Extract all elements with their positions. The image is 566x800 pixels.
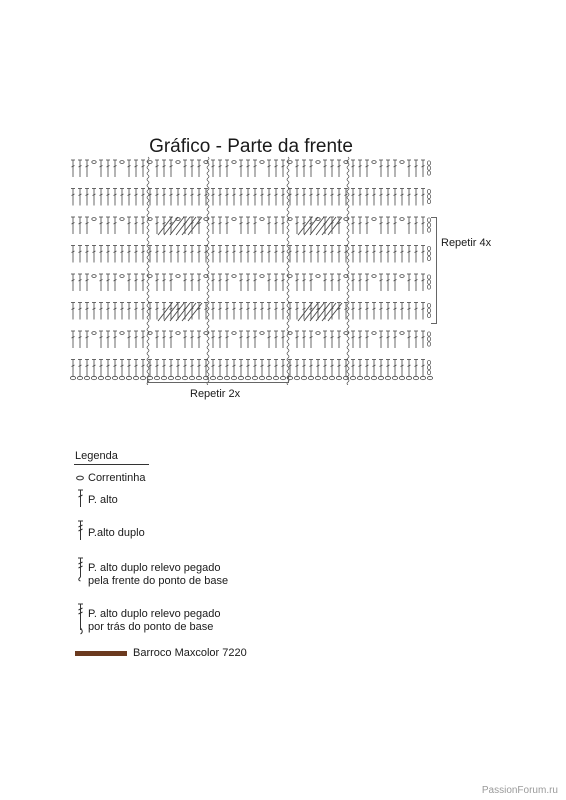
chart-cable-cross [158,217,172,235]
chart-post-stitch [207,325,209,331]
chart-post-stitch [147,367,149,373]
chart-post-stitch [207,283,209,289]
chart-post-stitch [147,277,149,283]
chart-post-stitch [147,211,149,217]
repeat-cols-label: Repetir 2x [190,388,241,400]
chart-chain-stitch [372,275,376,278]
yarn-label: Barroco Maxcolor 7220 [133,647,247,659]
chart-foundation-chain [98,376,103,379]
chart-post-stitch [347,313,349,319]
chart-post-stitch [147,301,149,307]
chart-post-stitch [147,175,149,181]
chart-chain-stitch [400,161,404,164]
chart-post-stitch [207,205,209,211]
chart-foundation-chain [413,376,418,379]
chart-chain-stitch [232,218,236,221]
watermark: PassionForum.ru [481,785,558,796]
chart-post-stitch [287,193,289,199]
chart-chain-stitch [260,332,264,335]
chart-chain-stitch [316,161,320,164]
chart-chain-stitch [176,161,180,164]
chart-post-stitch [147,163,149,169]
chart-post-stitch [347,301,349,307]
chart-post-stitch [347,187,349,193]
chart-chain-stitch [232,275,236,278]
chart-chain-stitch [120,218,124,221]
chart-post-stitch [347,283,349,289]
chart-foundation-chain [385,376,390,379]
chart-post-stitch [207,343,209,349]
chart-post-stitch [287,223,289,229]
legend-label-chain: Correntinha [88,472,146,484]
chart-post-stitch [207,259,209,265]
chart-cable-cross [310,217,324,235]
chart-post-stitch [287,259,289,265]
chart-post-stitch [147,295,149,301]
chart-post-stitch [207,313,209,319]
chart-chain-stitch [120,332,124,335]
chain-stitch-icon [75,472,87,484]
chart-post-stitch [347,199,349,205]
chart-foundation-chain [399,376,404,379]
chart-post-stitch [207,319,209,325]
chart-turning-chain [427,360,430,364]
chart-foundation-chain [77,376,82,379]
legend-heading: Legenda [75,450,118,462]
chart-post-stitch [147,241,149,247]
chart-post-stitch [147,325,149,331]
chart-post-stitch [287,235,289,241]
repeat-rows-bracket [431,217,437,324]
chart-post-stitch [347,295,349,301]
chart-post-stitch [207,247,209,253]
treble-crochet-icon [75,488,87,508]
chart-post-stitch [347,337,349,343]
chart-foundation-chain [357,376,362,379]
chart-foundation-chain [112,376,117,379]
chart-post-stitch [287,241,289,247]
legend-label-front-post-2: pela frente do ponto de base [88,575,229,587]
chart-post-stitch [287,211,289,217]
chart-post-stitch [147,319,149,325]
chart-post-stitch [287,283,289,289]
chart-cable-cross [310,303,324,321]
chart-chain-stitch [92,332,96,335]
chart-cable-cross [170,217,184,235]
chart-post-stitch [347,259,349,265]
chart-post-stitch [207,211,209,217]
chart-post-stitch [207,301,209,307]
chart-post-stitch [207,355,209,361]
repeat-cols-bracket [147,377,289,383]
legend-label-front-post-1: P. alto duplo relevo pegado [88,562,221,574]
chart-post-stitch [207,175,209,181]
chart-post-stitch [347,181,349,187]
chart-chain-stitch [316,332,320,335]
chart-post-stitch [207,295,209,301]
chart-foundation-chain [343,376,348,379]
chart-post-stitch [347,235,349,241]
chart-chain-stitch [120,275,124,278]
chart-turning-chain [427,194,430,198]
back-post-double-treble-icon [75,602,87,636]
chart-post-stitch [287,307,289,313]
chart-post-stitch [287,163,289,169]
chart-foundation-chain [350,376,355,379]
chart-post-stitch [207,337,209,343]
chart-post-stitch [287,205,289,211]
chart-post-stitch [207,289,209,295]
chart-post-stitch [147,265,149,271]
chart-post-stitch [207,169,209,175]
chart-post-stitch [147,169,149,175]
chart-foundation-chain [126,376,131,379]
chart-chain-stitch [372,218,376,221]
chart-post-stitch [287,181,289,187]
chart-post-stitch [207,361,209,367]
chart-post-stitch [287,313,289,319]
chart-chain-stitch [120,161,124,164]
chart-turning-chain [427,171,430,175]
chart-foundation-chain [329,376,334,379]
chart-foundation-chain [378,376,383,379]
chart-cable-cross [322,217,336,235]
chart-post-stitch [347,205,349,211]
chart-foundation-chain [406,376,411,379]
chart-post-stitch [207,349,209,355]
chart-foundation-chain [371,376,376,379]
chart-post-stitch [347,223,349,229]
chart-post-stitch [347,367,349,373]
chart-cable-cross [298,217,312,235]
chart-post-stitch [207,199,209,205]
chart-post-stitch [147,205,149,211]
chart-post-stitch [287,337,289,343]
chart-post-stitch [287,265,289,271]
chart-chain-stitch [400,332,404,335]
chart-turning-chain [427,342,430,346]
repeat-rows-label: Repetir 4x [441,237,492,249]
chart-foundation-chain [140,376,145,379]
chart-post-stitch [347,253,349,259]
chart-chain-stitch [372,161,376,164]
chart-chain-stitch [400,218,404,221]
stitch-chart [66,155,438,385]
chart-post-stitch [207,187,209,193]
legend-underline [74,464,149,465]
chart-post-stitch [287,169,289,175]
chart-post-stitch [147,313,149,319]
chart-post-stitch [207,181,209,187]
chart-post-stitch [287,355,289,361]
chart-post-stitch [147,337,149,343]
legend-item-yarn [133,647,247,660]
chart-post-stitch [287,277,289,283]
chart-post-stitch [207,253,209,259]
chart-post-stitch [347,241,349,247]
chart-post-stitch [147,355,149,361]
chart-cable-cross [328,303,342,321]
chart-post-stitch [347,163,349,169]
chart-post-stitch [287,175,289,181]
chart-chain-stitch [260,161,264,164]
chart-post-stitch [207,265,209,271]
chart-turning-chain [427,189,430,193]
chart-post-stitch [287,253,289,259]
chart-turning-chain [427,332,430,336]
chart-chain-stitch [260,218,264,221]
chart-post-stitch [347,277,349,283]
chart-cable-cross [316,217,330,235]
chart-post-stitch [147,253,149,259]
chart-foundation-chain [322,376,327,379]
chart-cable-cross [298,303,312,321]
yarn-color-swatch [75,651,127,656]
chart-foundation-chain [105,376,110,379]
chart-foundation-chain [364,376,369,379]
chart-post-stitch [287,343,289,349]
chart-cable-cross [188,303,202,321]
chart-post-stitch [347,211,349,217]
chart-post-stitch [207,223,209,229]
chart-chain-stitch [176,275,180,278]
chart-turning-chain [427,370,430,374]
chart-cable-cross [328,217,342,235]
chart-cable-cross [158,303,172,321]
chart-chain-stitch [92,161,96,164]
chart-chain-stitch [316,275,320,278]
chart-post-stitch [347,175,349,181]
chart-turning-chain [427,166,430,170]
chart-chain-stitch [92,218,96,221]
chart-post-stitch [147,187,149,193]
chart-post-stitch [207,241,209,247]
legend-label-treble: P. alto [88,494,118,506]
chart-post-stitch [347,169,349,175]
chart-post-stitch [147,181,149,187]
chart-cable-cross [176,217,190,235]
chart-post-stitch [287,229,289,235]
chart-post-stitch [347,325,349,331]
chart-foundation-chain [308,376,313,379]
chart-foundation-chain [315,376,320,379]
chart-turning-chain [427,199,430,203]
chart-foundation-chain [84,376,89,379]
front-post-double-treble-icon [75,556,87,582]
chart-foundation-chain [336,376,341,379]
chart-post-stitch [347,229,349,235]
chart-post-stitch [147,259,149,265]
chart-foundation-chain [133,376,138,379]
chart-post-stitch [287,367,289,373]
double-treble-icon [75,519,87,541]
chart-post-stitch [347,343,349,349]
chart-post-stitch [207,367,209,373]
chart-post-stitch [347,247,349,253]
chart-post-stitch [347,319,349,325]
chart-post-stitch [207,235,209,241]
chart-cable-cross [170,303,184,321]
chart-post-stitch [287,289,289,295]
chart-cable-cross [182,217,196,235]
chart-post-stitch [207,163,209,169]
chart-foundation-chain [301,376,306,379]
chart-post-stitch [287,325,289,331]
chart-foundation-chain [294,376,299,379]
chart-post-stitch [347,361,349,367]
chart-post-stitch [147,349,149,355]
legend-label-double-treble: P.alto duplo [88,527,145,539]
chart-turning-chain [427,161,430,165]
chart-post-stitch [147,343,149,349]
chart-chain-stitch [372,332,376,335]
chart-post-stitch [347,355,349,361]
chart-chain-stitch [400,275,404,278]
chart-post-stitch [147,199,149,205]
chart-post-stitch [347,289,349,295]
chart-turning-chain [427,337,430,341]
chart-chain-stitch [176,332,180,335]
chart-post-stitch [147,235,149,241]
chart-foundation-chain [91,376,96,379]
legend-label-back-post-1: P. alto duplo relevo pegado [88,608,221,620]
chart-chain-stitch [92,275,96,278]
chart-cable-cross [188,217,202,235]
chart-foundation-chain [119,376,124,379]
chart-title-text: Gráfico - Parte da frente [149,136,353,157]
chart-post-stitch [287,199,289,205]
chart-foundation-chain [392,376,397,379]
chart-foundation-chain [420,376,425,379]
chart-post-stitch [287,319,289,325]
chart-post-stitch [287,349,289,355]
chart-cable-cross [322,303,336,321]
chart-cable-cross [182,303,196,321]
chart-post-stitch [147,229,149,235]
chart-post-stitch [147,223,149,229]
chart-chain-stitch [260,275,264,278]
chart-foundation-chain [70,376,75,379]
legend-label-back-post-2: por trás do ponto de base [88,621,214,633]
chart-turning-chain [427,365,430,369]
chart-foundation-chain [427,376,432,379]
chart-post-stitch [287,187,289,193]
chart-post-stitch [147,289,149,295]
chart-post-stitch [147,307,149,313]
chart-post-stitch [207,229,209,235]
chart-chain-stitch [232,332,236,335]
chart-post-stitch [347,265,349,271]
chart-chain-stitch [232,161,236,164]
chart-post-stitch [287,301,289,307]
chart-post-stitch [347,349,349,355]
chart-post-stitch [207,277,209,283]
chart-post-stitch [147,283,149,289]
chart-post-stitch [287,295,289,301]
chart-post-stitch [147,193,149,199]
